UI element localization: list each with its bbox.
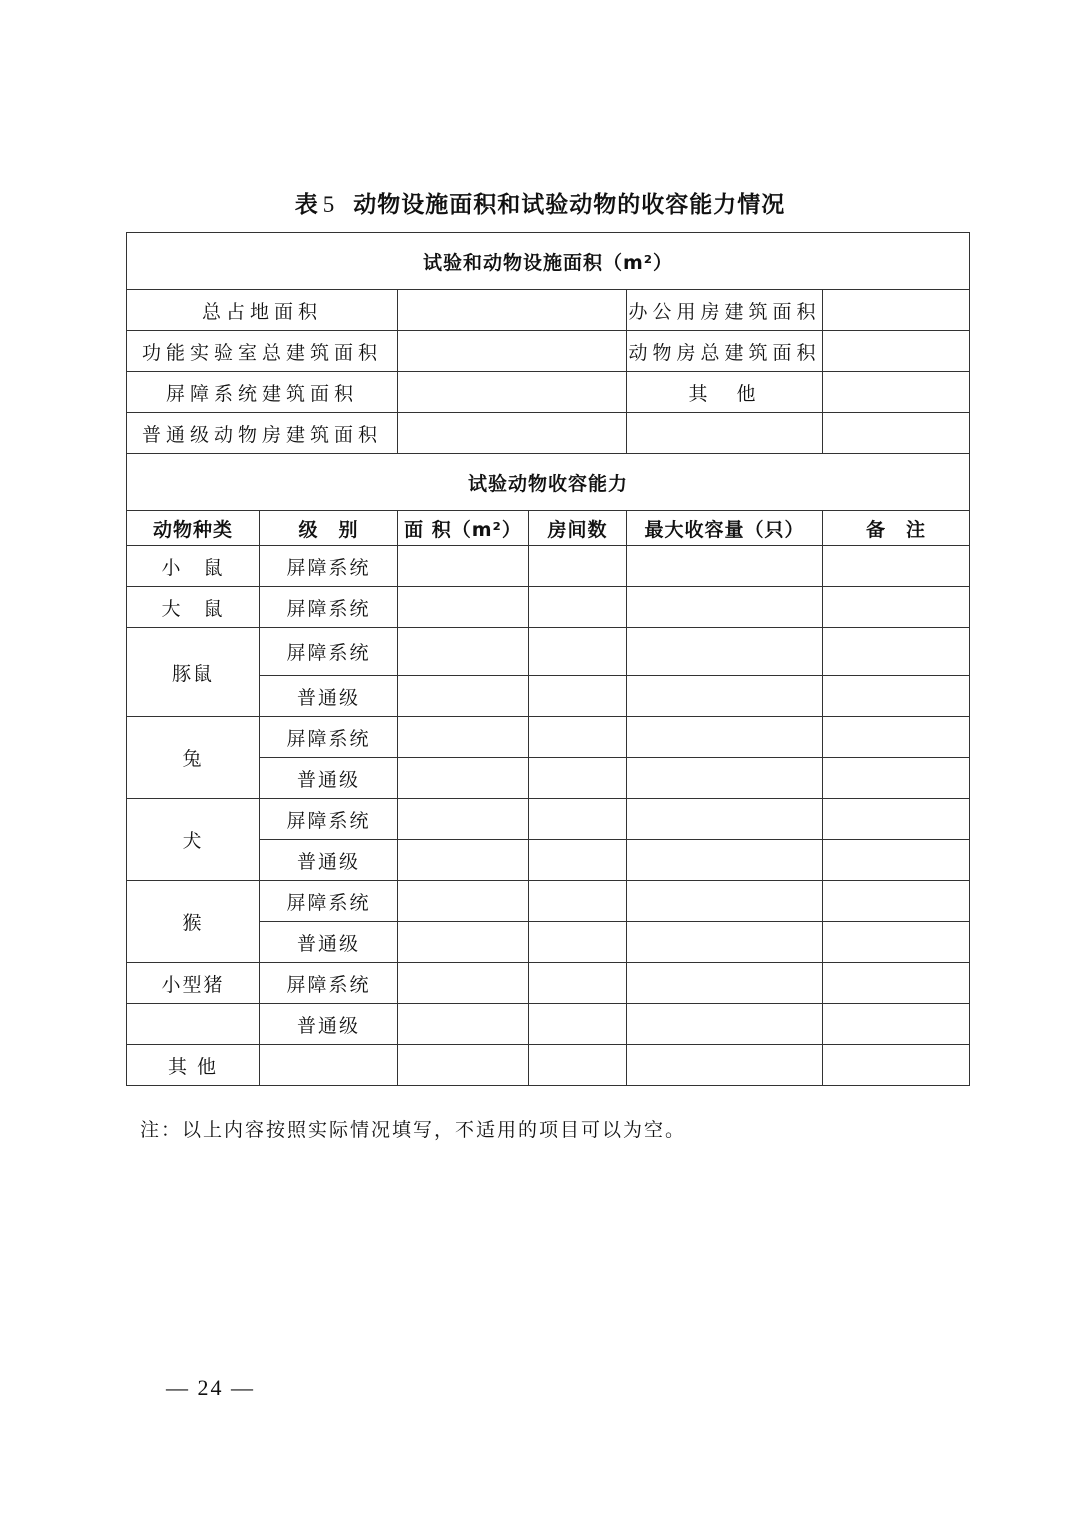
table-title-label: 表 [294, 192, 319, 218]
column-header: 面 积（m²） [398, 511, 529, 546]
room-count-cell[interactable] [529, 840, 627, 881]
level-cell: 屏障系统 [260, 963, 398, 1004]
room-count-cell[interactable] [529, 922, 627, 963]
remarks-cell[interactable] [823, 717, 970, 758]
area-value-cell[interactable] [823, 372, 970, 413]
column-header: 最大收容量（只） [627, 511, 823, 546]
room-count-cell[interactable] [529, 676, 627, 717]
animal-type-cell: 豚鼠 [127, 628, 260, 717]
remarks-cell[interactable] [823, 922, 970, 963]
remarks-cell[interactable] [823, 587, 970, 628]
table-row [127, 628, 970, 676]
max-capacity-cell[interactable] [627, 1045, 823, 1086]
max-capacity-cell[interactable] [627, 546, 823, 587]
level-cell: 普通级 [260, 840, 398, 881]
room-count-cell[interactable] [529, 758, 627, 799]
facility-table [126, 232, 970, 1086]
area-label: 屏障系统建筑面积 [127, 372, 398, 413]
room-count-cell[interactable] [529, 1004, 627, 1045]
max-capacity-cell[interactable] [627, 963, 823, 1004]
max-capacity-cell[interactable] [627, 758, 823, 799]
animal-type-cell: 小 鼠 [127, 546, 260, 587]
table-title [0, 186, 1080, 219]
column-header: 动物种类 [127, 511, 260, 546]
table-row [127, 546, 970, 587]
area-section-header-row [127, 233, 970, 290]
column-header: 房间数 [529, 511, 627, 546]
remarks-cell[interactable] [823, 799, 970, 840]
max-capacity-cell[interactable] [627, 676, 823, 717]
capacity-section-heading: 试验动物收容能力 [127, 454, 970, 511]
area-value-cell[interactable] [398, 331, 627, 372]
area-section-heading: 试验和动物设施面积（m²） [127, 233, 970, 290]
max-capacity-cell[interactable] [627, 922, 823, 963]
room-count-cell[interactable] [529, 628, 627, 676]
table-row [127, 717, 970, 758]
area-input-cell[interactable] [398, 881, 529, 922]
remarks-cell[interactable] [823, 1045, 970, 1086]
level-cell: 普通级 [260, 922, 398, 963]
table-note: 注：以上内容按照实际情况填写，不适用的项目可以为空。 [140, 1119, 687, 1141]
remarks-cell[interactable] [823, 1004, 970, 1045]
table-title-number: 5 [322, 192, 336, 217]
max-capacity-cell[interactable] [627, 717, 823, 758]
max-capacity-cell[interactable] [627, 799, 823, 840]
area-label: 动物房总建筑面积 [627, 331, 823, 372]
area-value-cell[interactable] [823, 290, 970, 331]
area-label: 其 他 [627, 372, 823, 413]
room-count-cell[interactable] [529, 963, 627, 1004]
area-input-cell[interactable] [398, 840, 529, 881]
column-header: 级 别 [260, 511, 398, 546]
capacity-column-header-row [127, 511, 970, 546]
area-row [127, 290, 970, 331]
remarks-cell[interactable] [823, 881, 970, 922]
room-count-cell[interactable] [529, 799, 627, 840]
animal-type-cell: 兔 [127, 717, 260, 799]
area-label: 普通级动物房建筑面积 [127, 413, 398, 454]
animal-type-cell: 大 鼠 [127, 587, 260, 628]
level-cell: 屏障系统 [260, 628, 398, 676]
area-value-cell[interactable] [823, 331, 970, 372]
table-row [127, 881, 970, 922]
capacity-section-header-row [127, 454, 970, 511]
area-value-cell[interactable] [398, 290, 627, 331]
animal-type-cell: 猴 [127, 881, 260, 963]
page-number: — 24 — [166, 1375, 255, 1400]
table-row [127, 963, 970, 1004]
room-count-cell[interactable] [529, 587, 627, 628]
area-input-cell[interactable] [398, 717, 529, 758]
table-row [127, 799, 970, 840]
remarks-cell[interactable] [823, 963, 970, 1004]
animal-type-cell [127, 1004, 260, 1045]
table-title-text: 动物设施面积和试验动物的收容能力情况 [353, 192, 786, 218]
area-row [127, 331, 970, 372]
remarks-cell[interactable] [823, 840, 970, 881]
table-row [127, 587, 970, 628]
level-cell [260, 1045, 398, 1086]
animal-type-cell: 小型猪 [127, 963, 260, 1004]
table-row [127, 1004, 970, 1045]
level-cell: 屏障系统 [260, 546, 398, 587]
area-value-cell[interactable] [398, 372, 627, 413]
area-label: 总占地面积 [127, 290, 398, 331]
area-label: 功能实验室总建筑面积 [127, 331, 398, 372]
column-header: 备 注 [823, 511, 970, 546]
area-value-cell[interactable] [823, 413, 970, 454]
area-input-cell[interactable] [398, 758, 529, 799]
max-capacity-cell[interactable] [627, 1004, 823, 1045]
level-cell: 屏障系统 [260, 587, 398, 628]
max-capacity-cell[interactable] [627, 881, 823, 922]
remarks-cell[interactable] [823, 628, 970, 676]
remarks-cell[interactable] [823, 676, 970, 717]
room-count-cell[interactable] [529, 717, 627, 758]
area-input-cell[interactable] [398, 628, 529, 676]
area-input-cell[interactable] [398, 546, 529, 587]
level-cell: 普通级 [260, 676, 398, 717]
room-count-cell[interactable] [529, 881, 627, 922]
animal-type-cell: 犬 [127, 799, 260, 881]
area-input-cell[interactable] [398, 799, 529, 840]
area-input-cell[interactable] [398, 676, 529, 717]
area-label [627, 413, 823, 454]
area-input-cell[interactable] [398, 922, 529, 963]
remarks-cell[interactable] [823, 758, 970, 799]
remarks-cell[interactable] [823, 546, 970, 587]
table-row [127, 1045, 970, 1086]
area-input-cell[interactable] [398, 587, 529, 628]
max-capacity-cell[interactable] [627, 840, 823, 881]
level-cell: 屏障系统 [260, 717, 398, 758]
animal-type-cell: 其 他 [127, 1045, 260, 1086]
level-cell: 屏障系统 [260, 799, 398, 840]
level-cell: 屏障系统 [260, 881, 398, 922]
area-value-cell[interactable] [398, 413, 627, 454]
area-label: 办公用房建筑面积 [627, 290, 823, 331]
level-cell: 普通级 [260, 758, 398, 799]
area-input-cell[interactable] [398, 963, 529, 1004]
area-input-cell[interactable] [398, 1045, 529, 1086]
max-capacity-cell[interactable] [627, 628, 823, 676]
room-count-cell[interactable] [529, 1045, 627, 1086]
level-cell: 普通级 [260, 1004, 398, 1045]
area-row [127, 413, 970, 454]
room-count-cell[interactable] [529, 546, 627, 587]
area-input-cell[interactable] [398, 1004, 529, 1045]
max-capacity-cell[interactable] [627, 587, 823, 628]
area-row [127, 372, 970, 413]
